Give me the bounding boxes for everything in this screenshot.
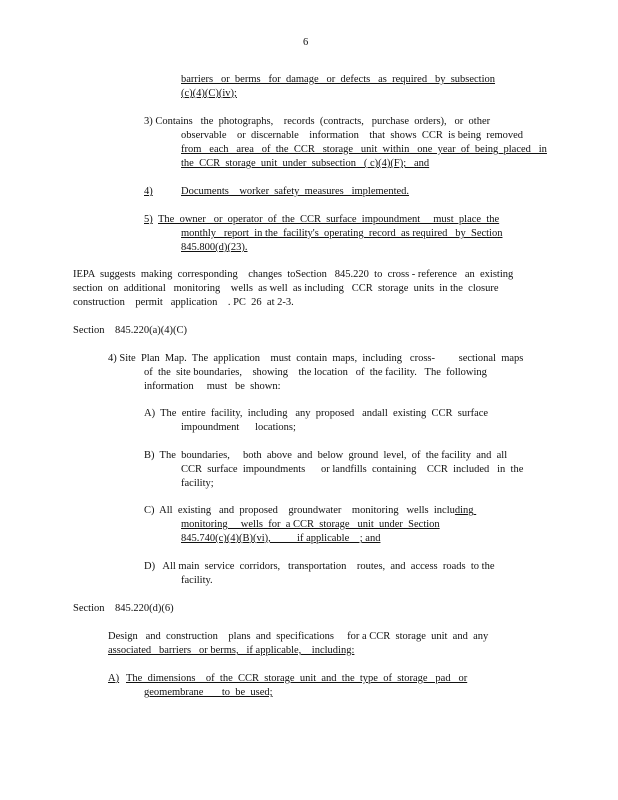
text-line: B) The boundaries, both above and below ground level, of the facility and all xyxy=(144,450,508,461)
text-line: information must be shown: xyxy=(144,381,281,392)
text-line: 845.800(d)(23). xyxy=(181,242,248,253)
text-line xyxy=(144,505,502,517)
underline-tail xyxy=(474,505,502,517)
text-segment: C) All existing and proposed groundwater monitoring wells inclu xyxy=(144,505,455,516)
text-line: Design and construction plans and specifications for a CCR storage unit and any xyxy=(108,631,489,642)
text-line: (c)(4)(C)(iv); xyxy=(181,88,237,99)
text-line: monthly report in the facility's operating record as required by Section xyxy=(181,228,503,239)
item-number: 5) xyxy=(144,214,153,225)
section-heading: Section 845.220(d)(6) xyxy=(73,603,174,614)
text-line: 3) Contains the photographs, records (contracts, purchase orders), or other xyxy=(144,116,491,127)
text-line: A) The entire facility, including any proposed andall existing CCR surface xyxy=(144,408,489,419)
text-line: barriers or berms for damage or defects as required by subsection xyxy=(181,74,496,85)
text-line: D) All main service corridors, transportation routes, and access roads to the xyxy=(144,561,495,572)
section-heading: Section 845.220(a)(4)(C) xyxy=(73,325,188,336)
text-line: Documents worker safety measures implemented. xyxy=(181,186,410,197)
text-line: 4) Site Plan Map. The application must contain maps, including cross- sectional maps xyxy=(108,353,524,364)
text-line: The owner or operator of the CCR surface impoundment must place the xyxy=(158,214,500,225)
text-line: facility; xyxy=(181,478,214,489)
page-number: 6 xyxy=(303,37,309,48)
item-number: 4) xyxy=(144,186,153,197)
text-line: construction permit application . PC 26 at 2-3. xyxy=(73,297,294,308)
text-segment-underlined: ding xyxy=(454,505,474,516)
text-line: of the site boundaries, showing the location of the facility. The following xyxy=(144,367,487,378)
text-line: geomembrane to be used; xyxy=(144,687,273,698)
text-line: facility. xyxy=(181,575,213,586)
text-line: IEPA suggests making corresponding changes toSection 845.220 to cross - reference an existing xyxy=(73,269,514,280)
text-line: The dimensions of the CCR storage unit and the type of storage pad or xyxy=(126,673,468,684)
text-line: from each area of the CCR storage unit within one year of being placed in xyxy=(181,144,547,155)
item-number: A) xyxy=(108,673,120,684)
text-line: observable or discernable information that shows CCR is being removed xyxy=(181,130,524,141)
text-line: section on additional monitoring wells as well as including CCR storage units in the closure xyxy=(73,283,499,294)
text-line: CCR surface impoundments or landfills containing CCR included in the xyxy=(181,464,524,475)
text-line: monitoring wells for a CCR storage unit under Section xyxy=(181,519,440,530)
text-line: 845.740(c)(4)(B)(vi), if applicable ; and xyxy=(181,533,381,544)
text-line: the CCR storage unit under subsection ( c)(4)(F); and xyxy=(181,158,430,169)
text-line: impoundment locations; xyxy=(181,422,296,433)
text-line: associated barriers or berms, if applicable, including: xyxy=(108,645,355,656)
